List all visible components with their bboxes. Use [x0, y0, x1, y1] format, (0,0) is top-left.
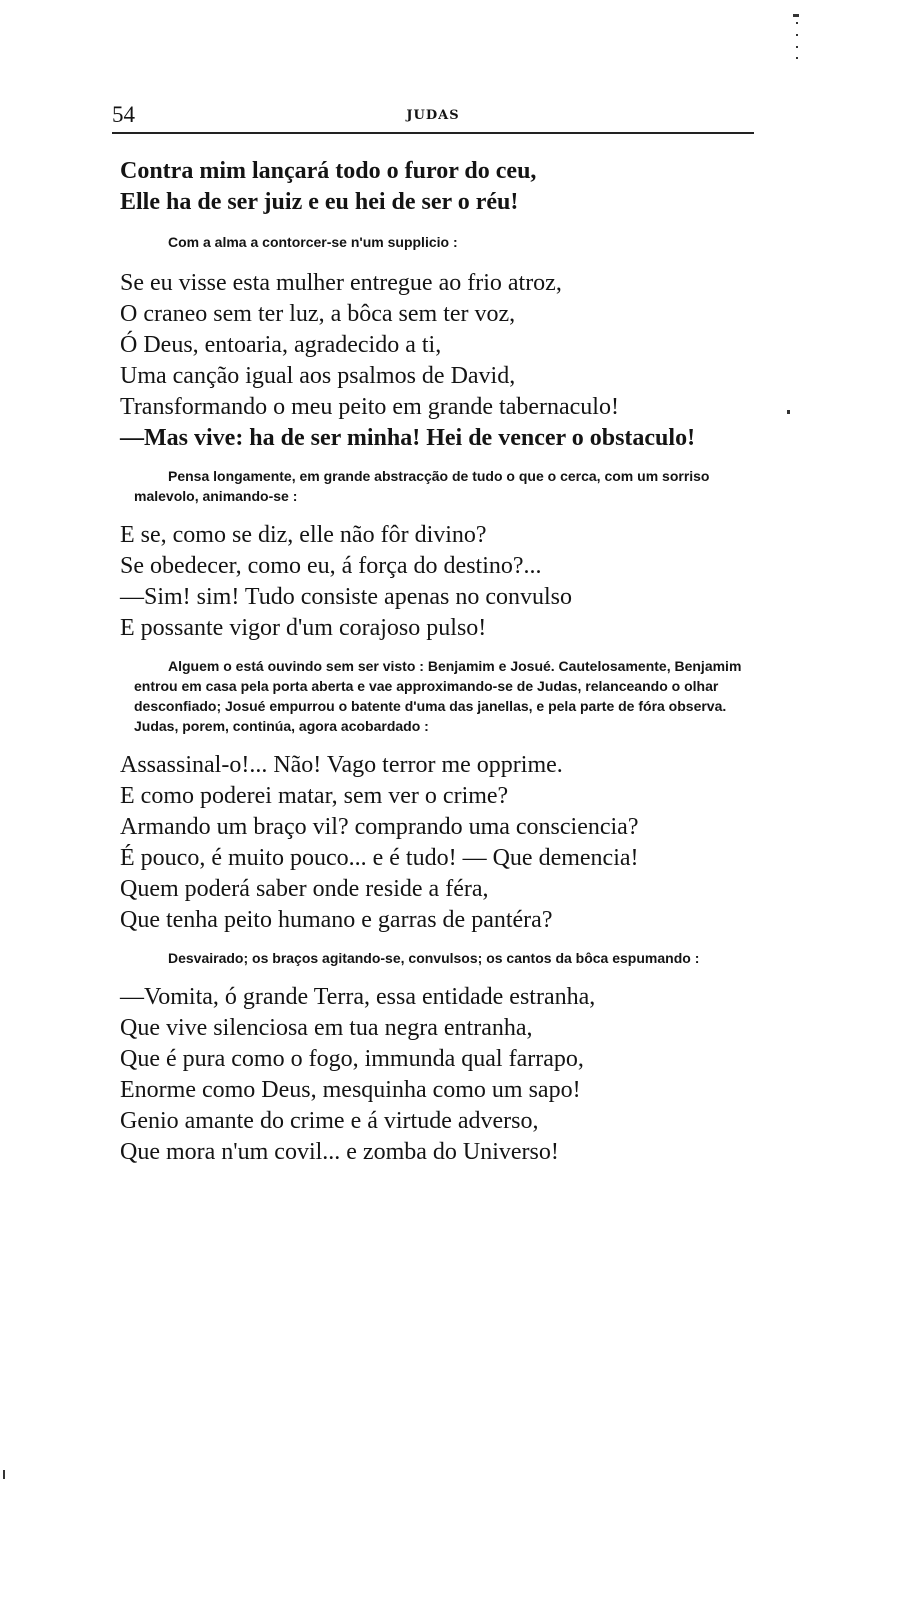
verse-line: E possante vigor d'um corajoso pulso! — [120, 615, 487, 641]
stanza-5 — [120, 982, 780, 1168]
verse-line: E se, como se diz, elle não fôr divino? — [120, 522, 487, 548]
page-number: 54 — [112, 102, 135, 127]
scan-speck — [796, 22, 798, 24]
stanza-1 — [120, 156, 780, 218]
stage-direction-1: Com a alma a contorcer-se n'um supplicio : — [168, 234, 458, 250]
verse-line: Se obedecer, como eu, á força do destino?... — [120, 553, 542, 579]
verse-line: —Mas vive: ha de ser minha! Hei de vencer o obstaculo! — [120, 425, 696, 451]
verse-line: Uma canção igual aos psalmos de David, — [120, 363, 516, 389]
verse-line: Que vive silenciosa em tua negra entranha, — [120, 1015, 533, 1041]
page-header — [112, 98, 754, 132]
verse-line: Armando um braço vil? comprando uma consciencia? — [120, 814, 639, 840]
body-text — [120, 156, 780, 1168]
scan-speck — [796, 57, 798, 59]
stanza-3 — [120, 520, 780, 644]
stage-direction-4: Desvairado; os braços agitando-se, convulsos; os cantos da bôca espumando : — [168, 950, 700, 966]
scan-speck — [796, 46, 798, 48]
scan-speck — [3, 1470, 5, 1479]
running-head: JUDAS — [406, 108, 460, 123]
stanza-2 — [120, 268, 780, 454]
stage-direction-3: Alguem o está ouvindo sem ser visto : Benjamim e Josué. Cautelosamente, Benjamim entrou em casa pela porta aberta e vae approximando-se de Judas, relanceando o olhar desconfiado; Josué empurrou o batente d'uma das janellas, e pela parte de fóra observa. Judas, porem, continúa, agora acobardado : — [134, 658, 742, 734]
stanza-4 — [120, 750, 780, 936]
scan-speck — [793, 14, 799, 17]
verse-line: É pouco, é muito pouco... e é tudo! — Que demencia! — [120, 845, 639, 871]
verse-line: E como poderei matar, sem ver o crime? — [120, 783, 509, 809]
stage-direction-2: Pensa longamente, em grande abstracção de tudo o que o cerca, com um sorriso malevolo, animando-se : — [134, 468, 710, 504]
verse-line: Que tenha peito humano e garras de pantéra? — [120, 907, 553, 933]
verse-line: Quem poderá saber onde reside a féra, — [120, 876, 489, 902]
verse-line: Que é pura como o fogo, immunda qual farrapo, — [120, 1046, 584, 1072]
verse-line: Ó Deus, entoaria, agradecido a ti, — [120, 332, 442, 358]
verse-line: Transformando o meu peito em grande tabernaculo! — [120, 394, 619, 420]
verse-line: Elle ha de ser juiz e eu hei de ser o réu! — [120, 189, 519, 215]
verse-line: Genio amante do crime e á virtude adverso, — [120, 1108, 539, 1134]
verse-line: Enorme como Deus, mesquinha como um sapo! — [120, 1077, 581, 1103]
verse-line: Se eu visse esta mulher entregue ao frio atroz, — [120, 270, 562, 296]
verse-line: Que mora n'um covil... e zomba do Universo! — [120, 1139, 559, 1165]
scan-speck — [796, 34, 798, 36]
verse-line: Assassinal-o!... Não! Vago terror me opprime. — [120, 752, 563, 778]
scan-speck — [787, 410, 790, 414]
verse-line: Contra mim lançará todo o furor do ceu, — [120, 158, 537, 184]
verse-line: —Sim! sim! Tudo consiste apenas no convulso — [120, 584, 573, 610]
verse-line: O craneo sem ter luz, a bôca sem ter voz, — [120, 301, 516, 327]
header-rule — [112, 132, 754, 134]
verse-line: —Vomita, ó grande Terra, essa entidade estranha, — [120, 984, 596, 1010]
